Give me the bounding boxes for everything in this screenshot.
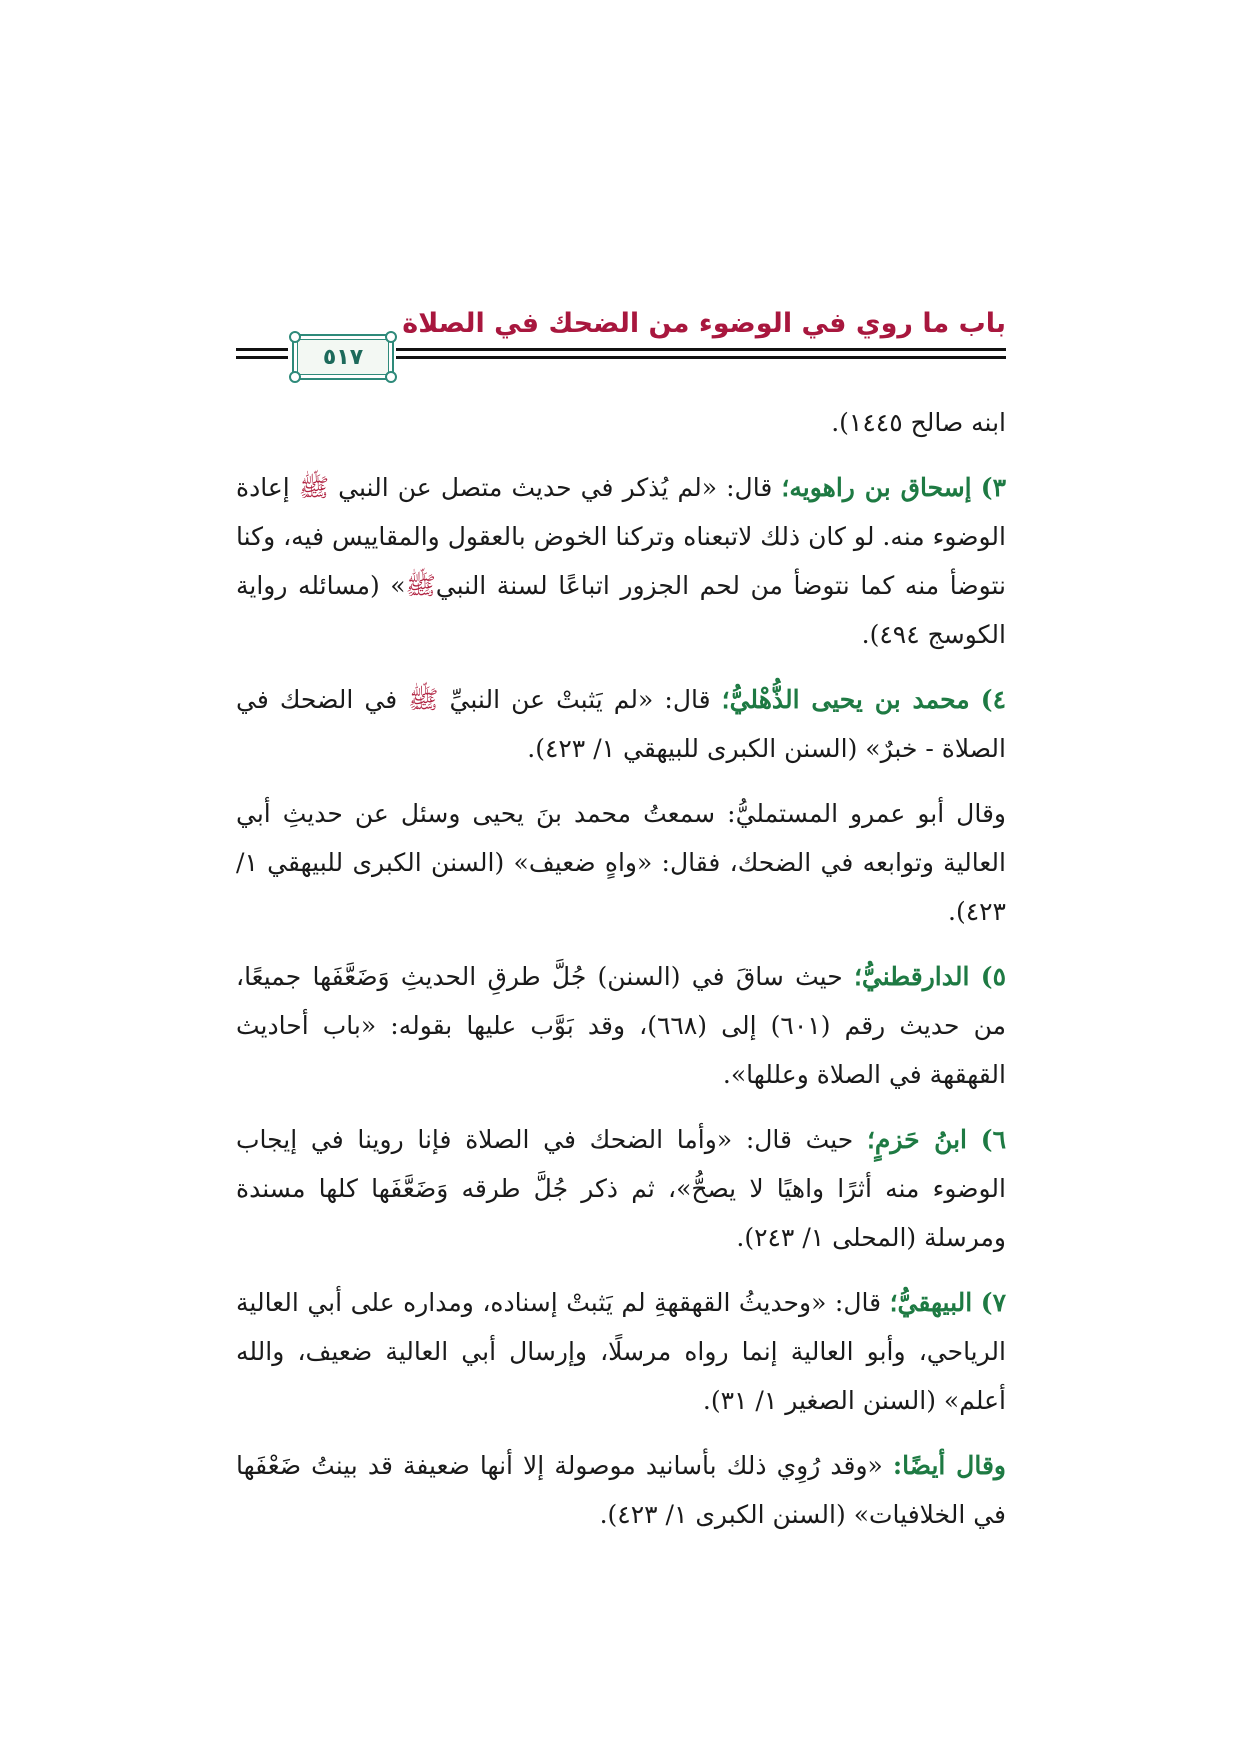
header-rule: [236, 356, 288, 359]
paragraph-text: «وقد رُوِي ذلك بأسانيد موصولة إلا أنها ضعيفة قد بينتُ ضَعْفَها في الخلافيات» (السنن الكبرى ١/ ٤٢٣).: [236, 1451, 1006, 1529]
chapter-title: باب ما روي في الوضوء من الضحك في الصلاة: [402, 308, 1006, 339]
item-number: ٥): [980, 962, 1006, 991]
paragraph: [236, 675, 1006, 773]
paragraph-text: إعادة الوضوء منه. لو كان ذلك لاتبعناه وتركنا الخوض بالعقول والمقاييس فيه، وكنا نتوضأ منه كما نتوضأ من لحم الجزور اتباعًا لسنة النبي: [236, 473, 1007, 600]
item-number: ٤): [980, 685, 1006, 714]
page-body: [236, 398, 1006, 1555]
paragraph-text: قال: «لم يُذكر في حديث متصل عن النبي: [338, 473, 773, 502]
paragraph: [236, 1441, 1006, 1539]
salawat-icon: ﷺ: [298, 473, 330, 502]
salawat-icon: ﷺ: [405, 571, 436, 600]
header-rule: [396, 348, 1006, 351]
ornament-icon: [385, 331, 397, 343]
paragraph: [236, 463, 1006, 659]
paragraph: [236, 789, 1006, 936]
paragraph-text: قال: «لم يَثبتْ عن النبيِّ: [449, 685, 711, 714]
scholar-name: إسحاق بن راهويه؛: [781, 473, 972, 502]
paragraph: [236, 952, 1006, 1099]
paragraph: [236, 398, 1006, 447]
item-number: ٣): [980, 473, 1007, 502]
ornament-icon: [385, 371, 397, 383]
item-number: ٦): [980, 1125, 1006, 1154]
scholar-name: ابنُ حَزمٍ؛: [866, 1125, 968, 1154]
scholar-name: محمد بن يحيى الذُّهْليُّ؛: [721, 685, 970, 714]
ornament-icon: [289, 371, 301, 383]
paragraph: [236, 1115, 1006, 1262]
paragraph-text: ابنه صالح ١٤٤٥).: [831, 408, 1006, 437]
scholar-name: البيهقيُّ؛: [889, 1288, 973, 1317]
salawat-icon: ﷺ: [408, 685, 439, 714]
paragraph-text: » (مسائله رواية الكوسج ٤٩٤).: [236, 571, 1006, 649]
scholar-name: الدارقطنيُّ؛: [853, 962, 970, 991]
paragraph: [236, 1278, 1006, 1425]
paragraph-text: حيث ساقَ في (السنن) جُلَّ طرقِ الحديثِ وَضَعَّفَها جميعًا، من حديث رقم (٦٠١) إلى (٦٦٨)، وقد بَوَّب عليها بقوله: «باب أحاديث القهقهة في الصلاة وعللها».: [236, 962, 1006, 1089]
paragraph-text: حيث قال: «وأما الضحك في الصلاة فإنا روينا في إيجاب الوضوء منه أثرًا واهيًا لا يصحُّ»، ثم ذكر جُلَّ طرقه وَضَعَّفَها كلها مسندة ومرسلة (المحلى ١/ ٢٤٣).: [236, 1125, 1006, 1252]
page-number: ٥١٧: [322, 344, 364, 370]
paragraph-text: في الضحك في الصلاة - خبرٌ» (السنن الكبرى للبيهقي ١/ ٤٢٣).: [236, 685, 1006, 763]
page-header: [236, 310, 1006, 390]
ornament-icon: [289, 331, 301, 343]
scholar-name: وقال أيضًا:: [892, 1451, 1006, 1480]
header-rule: [396, 356, 1006, 359]
header-rule: [236, 348, 288, 351]
paragraph-text: وقال أبو عمرو المستمليُّ: سمعتُ محمد بنَ يحيى وسئل عن حديثِ أبي العالية وتوابعه في الضحك، فقال: «واهٍ ضعيف» (السنن الكبرى للبيهقي ١/ ٤٢٣).: [236, 799, 1006, 926]
page-number-frame: [292, 334, 394, 380]
item-number: ٧): [980, 1288, 1007, 1317]
paragraph-text: قال: «وحديثُ القهقهةِ لم يَثبتْ إسناده، ومداره على أبي العالية الرياحي، وأبو العالية إنما رواه مرسلًا، وإرسال أبي العالية ضعيف، والله أعلم» (السنن الصغير ١/ ٣١).: [236, 1288, 1006, 1415]
